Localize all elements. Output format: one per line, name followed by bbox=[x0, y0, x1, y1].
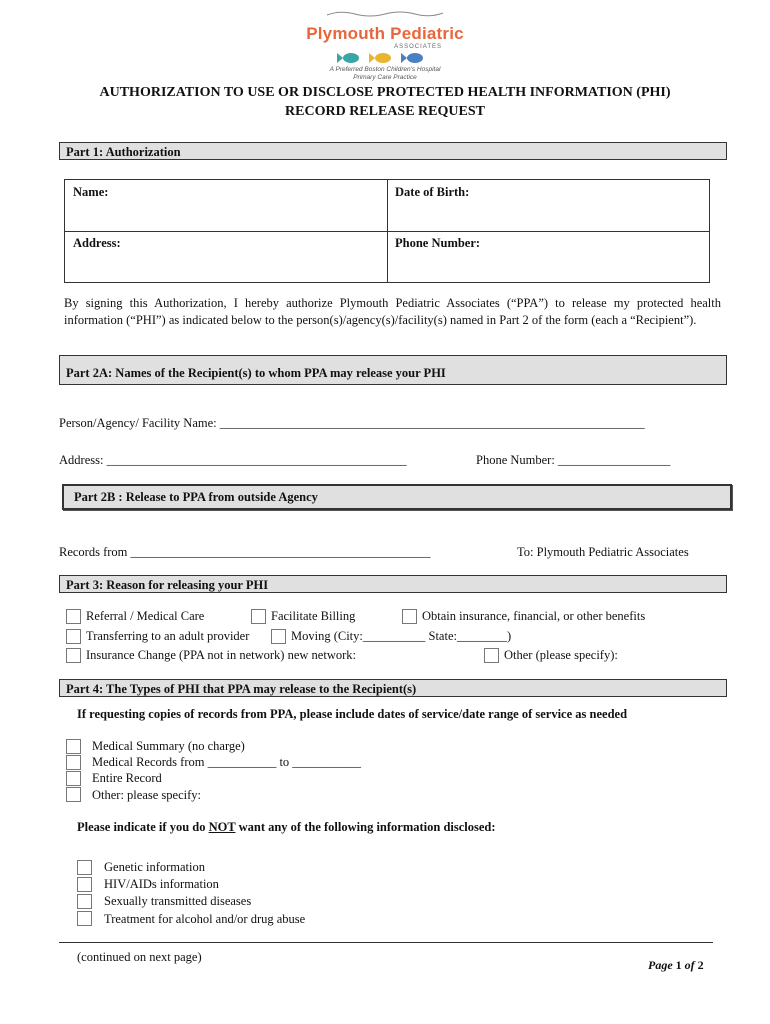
other-record-checkbox[interactable] bbox=[66, 787, 81, 802]
name-field[interactable]: Name: bbox=[73, 185, 109, 199]
medical-summary-checkbox[interactable] bbox=[66, 739, 81, 754]
insurance-change-label: Insurance Change (PPA not in network) new network: bbox=[86, 648, 356, 662]
entire-record-checkbox[interactable] bbox=[66, 771, 81, 786]
hiv-checkbox[interactable] bbox=[77, 877, 92, 892]
not-disclosed-pre: Please indicate if you do bbox=[77, 820, 209, 834]
part2b-header: Part 2B : Release to PPA from outside Agency bbox=[62, 484, 732, 510]
moving-checkbox[interactable] bbox=[271, 629, 286, 644]
records-instruction: If requesting copies of records from PPA, please include dates of service/date range of service as needed bbox=[77, 707, 628, 721]
billing-checkbox[interactable] bbox=[251, 609, 266, 624]
medical-records-label: Medical Records from ___________ to ___________ bbox=[92, 755, 362, 769]
genetic-checkbox[interactable] bbox=[77, 860, 92, 875]
referral-label: Referral / Medical Care bbox=[86, 609, 205, 623]
transferring-label: Transferring to an adult provider bbox=[86, 629, 250, 643]
page-current: 1 bbox=[675, 958, 682, 972]
address-field[interactable]: Address: bbox=[73, 236, 121, 250]
insurance-change-checkbox[interactable] bbox=[66, 648, 81, 663]
referral-checkbox[interactable] bbox=[66, 609, 81, 624]
part4-header: Part 4: The Types of PHI that PPA may release to the Recipient(s) bbox=[59, 679, 727, 697]
not-disclosed-instruction bbox=[77, 820, 496, 835]
phone-field[interactable]: Phone Number: bbox=[395, 236, 481, 250]
hiv-label: HIV/AIDs information bbox=[104, 877, 219, 891]
transferring-checkbox[interactable] bbox=[66, 629, 81, 644]
medical-records-checkbox[interactable] bbox=[66, 755, 81, 770]
recipient-address-field[interactable]: Address: ________________________________________________ bbox=[59, 453, 407, 467]
table-divider bbox=[65, 231, 709, 232]
recipient-phone-field[interactable]: Phone Number: __________________ bbox=[476, 453, 671, 467]
records-from-field[interactable]: Records from ________________________________________________ bbox=[59, 545, 431, 559]
footer-divider bbox=[59, 942, 713, 943]
part1-header: Part 1: Authorization bbox=[59, 142, 727, 160]
logo-swoosh-icon bbox=[325, 10, 445, 18]
other-reason-checkbox[interactable] bbox=[484, 648, 499, 663]
logo-associates-text: ASSOCIATES bbox=[394, 44, 442, 50]
moving-label: Moving (City:__________ State:________) bbox=[291, 629, 512, 643]
continued-note: (continued on next page) bbox=[77, 950, 202, 964]
insurance-benefits-label: Obtain insurance, financial, or other benefits bbox=[422, 609, 646, 623]
logo-brand-text: Plymouth Pediatric bbox=[306, 24, 464, 43]
to-ppa-text: To: Plymouth Pediatric Associates bbox=[517, 545, 689, 559]
substance-abuse-checkbox[interactable] bbox=[77, 911, 92, 926]
billing-label: Facilitate Billing bbox=[271, 609, 356, 623]
dob-field[interactable]: Date of Birth: bbox=[395, 185, 470, 199]
genetic-label: Genetic information bbox=[104, 860, 206, 874]
patient-info-table bbox=[64, 179, 710, 283]
part2a-header: Part 2A: Names of the Recipient(s) to whom PPA may release your PHI bbox=[59, 355, 727, 385]
authorization-paragraph: By signing this Authorization, I hereby authorize Plymouth Pediatric Associates (“PPA”) to release my protected health information (“PHI”) as indicated below to the person(s)/agency(s)/facility(s) named in Part 2 of the form (each a “Recipient”). bbox=[64, 296, 721, 327]
document-title-line2: RECORD RELEASE REQUEST bbox=[285, 104, 485, 119]
std-label: Sexually transmitted diseases bbox=[104, 894, 252, 908]
not-emphasis: NOT bbox=[208, 820, 236, 834]
entire-record-label: Entire Record bbox=[92, 771, 162, 785]
page-number bbox=[648, 958, 704, 973]
other-reason-label: Other (please specify): bbox=[504, 648, 618, 662]
page-word: Page bbox=[648, 958, 673, 972]
logo-tagline-1: A Preferred Boston Children's Hospital bbox=[329, 66, 441, 73]
not-disclosed-post: want any of the following information disclosed: bbox=[235, 820, 496, 834]
logo-tagline-2: Primary Care Practice bbox=[353, 74, 417, 81]
of-word: of bbox=[684, 958, 695, 972]
page-total: 2 bbox=[697, 958, 704, 972]
logo-fish-icons bbox=[300, 50, 470, 66]
fish-icon bbox=[335, 50, 435, 66]
facility-name-field[interactable]: Person/Agency/ Facility Name: ____________________________________________________________________ bbox=[59, 416, 645, 430]
std-checkbox[interactable] bbox=[77, 894, 92, 909]
medical-summary-label: Medical Summary (no charge) bbox=[92, 739, 245, 753]
document-title-line1: AUTHORIZATION TO USE OR DISCLOSE PROTECTED HEALTH INFORMATION (PHI) bbox=[99, 85, 671, 100]
practice-logo bbox=[300, 10, 470, 82]
part3-header: Part 3: Reason for releasing your PHI bbox=[59, 575, 727, 593]
substance-abuse-label: Treatment for alcohol and/or drug abuse bbox=[104, 912, 306, 926]
other-record-label: Other: please specify: bbox=[92, 788, 201, 802]
insurance-benefits-checkbox[interactable] bbox=[402, 609, 417, 624]
